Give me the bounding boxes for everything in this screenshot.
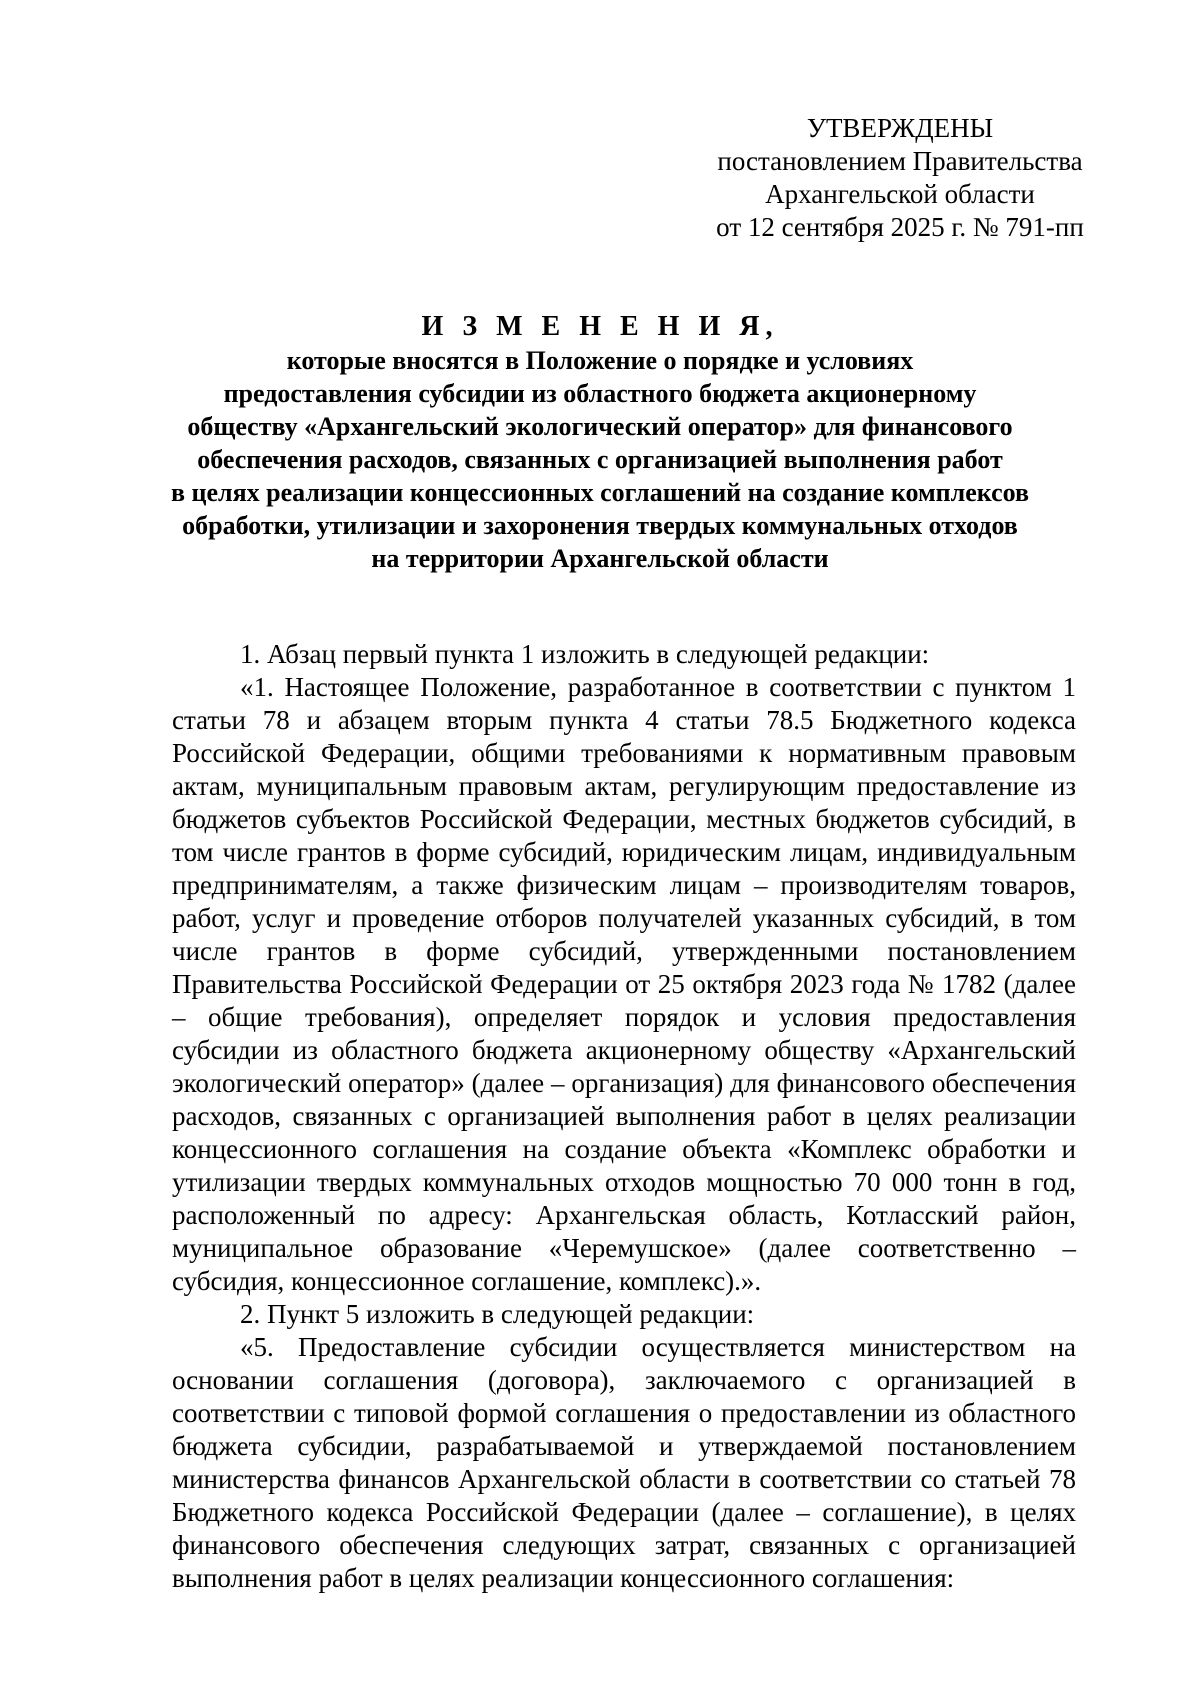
paragraph-amendment-2: «5. Предоставление субсидии осуществляется министерством на основании соглашения (договора), заключаемого с организацией в соответствии с типовой формой соглашения о предоставлении из областного бюджета субсидии, разрабатываемой и утверждаемой постановлением министерства финансов Архангельской области в соответствии со статьей 78 Бюджетного кодекса Российской Федерации (далее – соглашение), в целях финансового обеспечения следующих затрат, связанных с организацией выполнения работ в целях реализации концессионного соглашения: — [172, 1332, 1076, 1593]
approval-title: УТВЕРЖДЕНЫ — [806, 113, 994, 143]
title-line: предоставления субсидии из областного бюджета акционерному — [223, 379, 977, 408]
approval-stamp — [690, 112, 1110, 244]
paragraph-amendment-1: «1. Настоящее Положение, разработанное в соответствии с пунктом 1 статьи 78 и абзацем вторым пункта 4 статьи 78.5 Бюджетного кодекса Российской Федерации, общими требованиями к нормативным правовым актам, муниципальным правовым актам, регулирующим предоставление из бюджетов субъектов Российской Федерации, местных бюджетов субсидий, в том числе грантов в форме субсидий, юридическим лицам, индивидуальным предпринимателям, а также физическим лицам – производителям товаров, работ, услуг и проведение отборов получателей указанных субсидий, в том числе грантов в форме субсидий, утвержденными постановлением Правительства Российской Федерации от 25 октября 2023 года № 1782 (далее – общие требования), определяет порядок и условия предоставления субсидии из областного бюджета акционерному обществу «Архангельский экологический оператор» (далее – организация) для финансового обеспечения расходов, связанных с организацией выполнения работ в целях реализации концессионного соглашения на создание объекта «Комплекс обработки и утилизации твердых коммунальных отходов мощностью 70 000 тонн в год, расположенный по адресу: Архангельская область, Котласский район, муниципальное образование «Черемушское» (далее соответственно – субсидия, концессионное соглашение, комплекс).». — [172, 672, 1076, 1296]
paragraph-item-2: 2. Пункт 5 изложить в следующей редакции: — [240, 1299, 755, 1329]
approval-resolution: постановлением Правительства — [717, 146, 1083, 176]
title-line: обеспечения расходов, связанных с организацией выполнения работ — [197, 445, 1003, 474]
document-heading: И З М Е Н Е Н И Я, — [421, 311, 779, 342]
approval-region: Архангельской области — [765, 179, 1035, 209]
title-line: обществу «Архангельский экологический оператор» для финансового — [187, 412, 1013, 441]
title-line: в целях реализации концессионных соглашений на создание комплексов — [170, 478, 1030, 507]
document-title — [150, 310, 1050, 575]
document-body — [172, 638, 1076, 1595]
paragraph-item-1: 1. Абзац первый пункта 1 изложить в следующей редакции: — [240, 639, 930, 669]
approval-date-number: от 12 сентября 2025 г. № 791-пп — [716, 212, 1084, 242]
title-line: обработки, утилизации и захоронения твердых коммунальных отходов — [182, 511, 1018, 540]
title-line: на территории Архангельской области — [371, 544, 829, 573]
title-line: которые вносятся в Положение о порядке и условиях — [286, 346, 914, 375]
